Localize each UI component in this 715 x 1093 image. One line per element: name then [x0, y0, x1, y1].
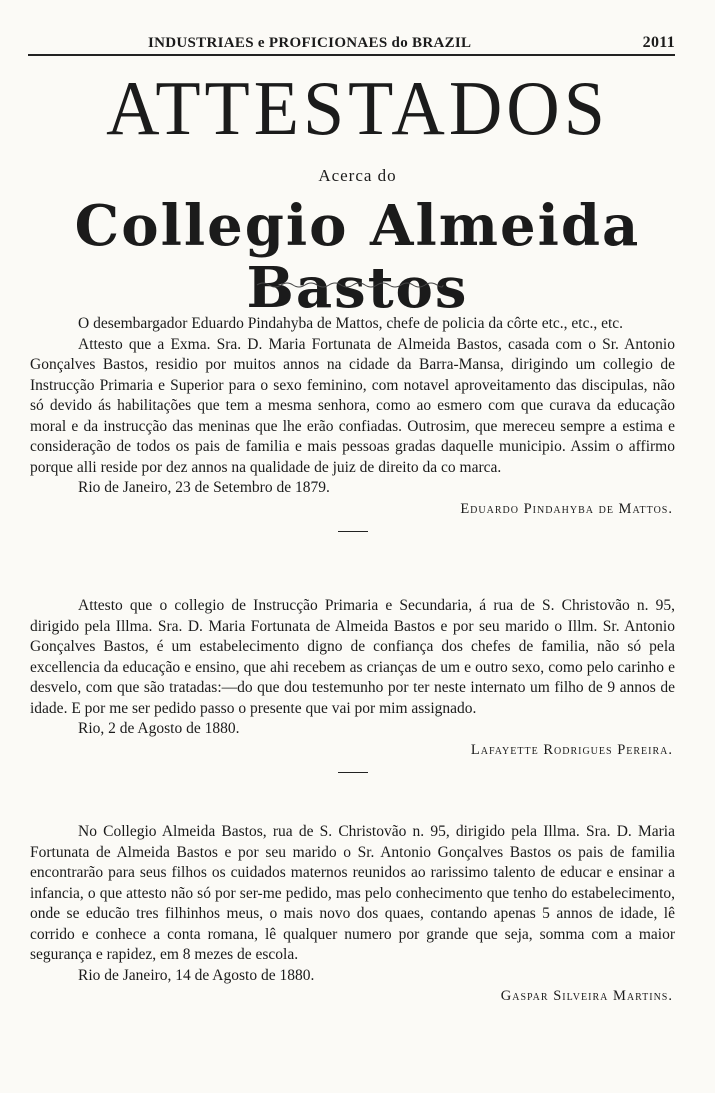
attestation-paragraph: Attesto que a Exma. Sra. D. Maria Fortunata de Almeida Bastos, casada com o Sr. Antonio Gonçalves Bastos, residio por muitos annos na cidade da Barra-Mansa, dirigindo um collegio de Instrucção Primaria e Superior para o sexo feminino, com notavel aproveitamento das discipulas, não só devido ás habilitações que tem a mesma senhora, como ao esmero com que curava da educação moral e da instrucção das meninas que lhe erão confiadas. Outrosim, que mereceu sempre a estima e consideração de todos os pais de familia e mais pessoas gradas daquelle municipio. Assim o affirmo porque alli reside por dez annos na qualidade de juiz de direito da co marca. — [30, 335, 675, 476]
attestation-signature: Gaspar Silveira Martins. — [500, 988, 673, 1004]
ornament-divider — [255, 280, 445, 290]
attestation-paragraph: Attesto que o collegio de Instrucção Primaria e Secundaria, á rua de S. Christovão n. 95, dirigido pela Illma. Sra. D. Maria Fortunata de Almeida Bastos e por seu marido o Illm. Sr. Antonio Gonçalves Bastos, é um estabelecimento digno de confiança dos chefes de familia, não só pela excellencia da educação e ensino, que ahi recebem as crianças de um e outro sexo, como pelo carinho e desvelo, com que são tratadas:—do que dou testemunho por ter neste internato um filho de 9 annos de idade. E por me ser pedido passo o presente que vai por mim assignado. — [30, 597, 675, 717]
subtitle: Acerca do — [318, 166, 397, 185]
attestation-signature: Eduardo Pindahyba de Mattos. — [460, 500, 673, 517]
attestation-2 — [30, 596, 675, 783]
attestation-date: Rio de Janeiro, 23 de Setembro de 1879. — [78, 479, 330, 496]
page-number: 2011 — [642, 34, 675, 51]
attestation-1 — [30, 314, 675, 542]
attestation-paragraph: No Collegio Almeida Bastos, rua de S. Christovão n. 95, dirigido pela Illma. Sra. D. Maria Fortunata de Almeida Bastos e por seu marido o Sr. Antonio Gonçalves Bastos os pais de familia encontrarão para seus filhos os cuidados maternos reunidos ao rarissimo talento de educar e ensinar a infancia, o que attesto não só por ser-me pedido, mas pelo conhecimento que tenho do estabelecimento, onde se educão tres filhinhos meus, o mais novo dos quaes, contando apenas 5 annos de idade, lê corrido e conhece a conta romana, lê qualquer numero por grande que seja, somma com a maior segurança e rapidez, em 8 mezes de escola. — [30, 823, 675, 963]
section-separator — [338, 531, 368, 532]
page-title: ATTESTADOS — [106, 65, 609, 153]
header-rule — [28, 54, 675, 56]
attestation-date: Rio de Janeiro, 14 de Agosto de 1880. — [78, 966, 315, 984]
attestation-3 — [30, 822, 675, 1007]
attestation-paragraph: O desembargador Eduardo Pindahyba de Mattos, chefe de policia da côrte etc., etc., etc. — [78, 315, 624, 332]
running-head — [30, 30, 675, 52]
attestation-date: Rio, 2 de Agosto de 1880. — [78, 720, 240, 737]
attestation-signature: Lafayette Rodrigues Pereira. — [470, 741, 673, 758]
section-separator — [338, 772, 368, 773]
running-head-title: INDUSTRIAES e PROFICIONAES do BRAZIL — [148, 35, 472, 51]
college-name-heading: Collegio Almeida Bastos — [74, 193, 641, 321]
